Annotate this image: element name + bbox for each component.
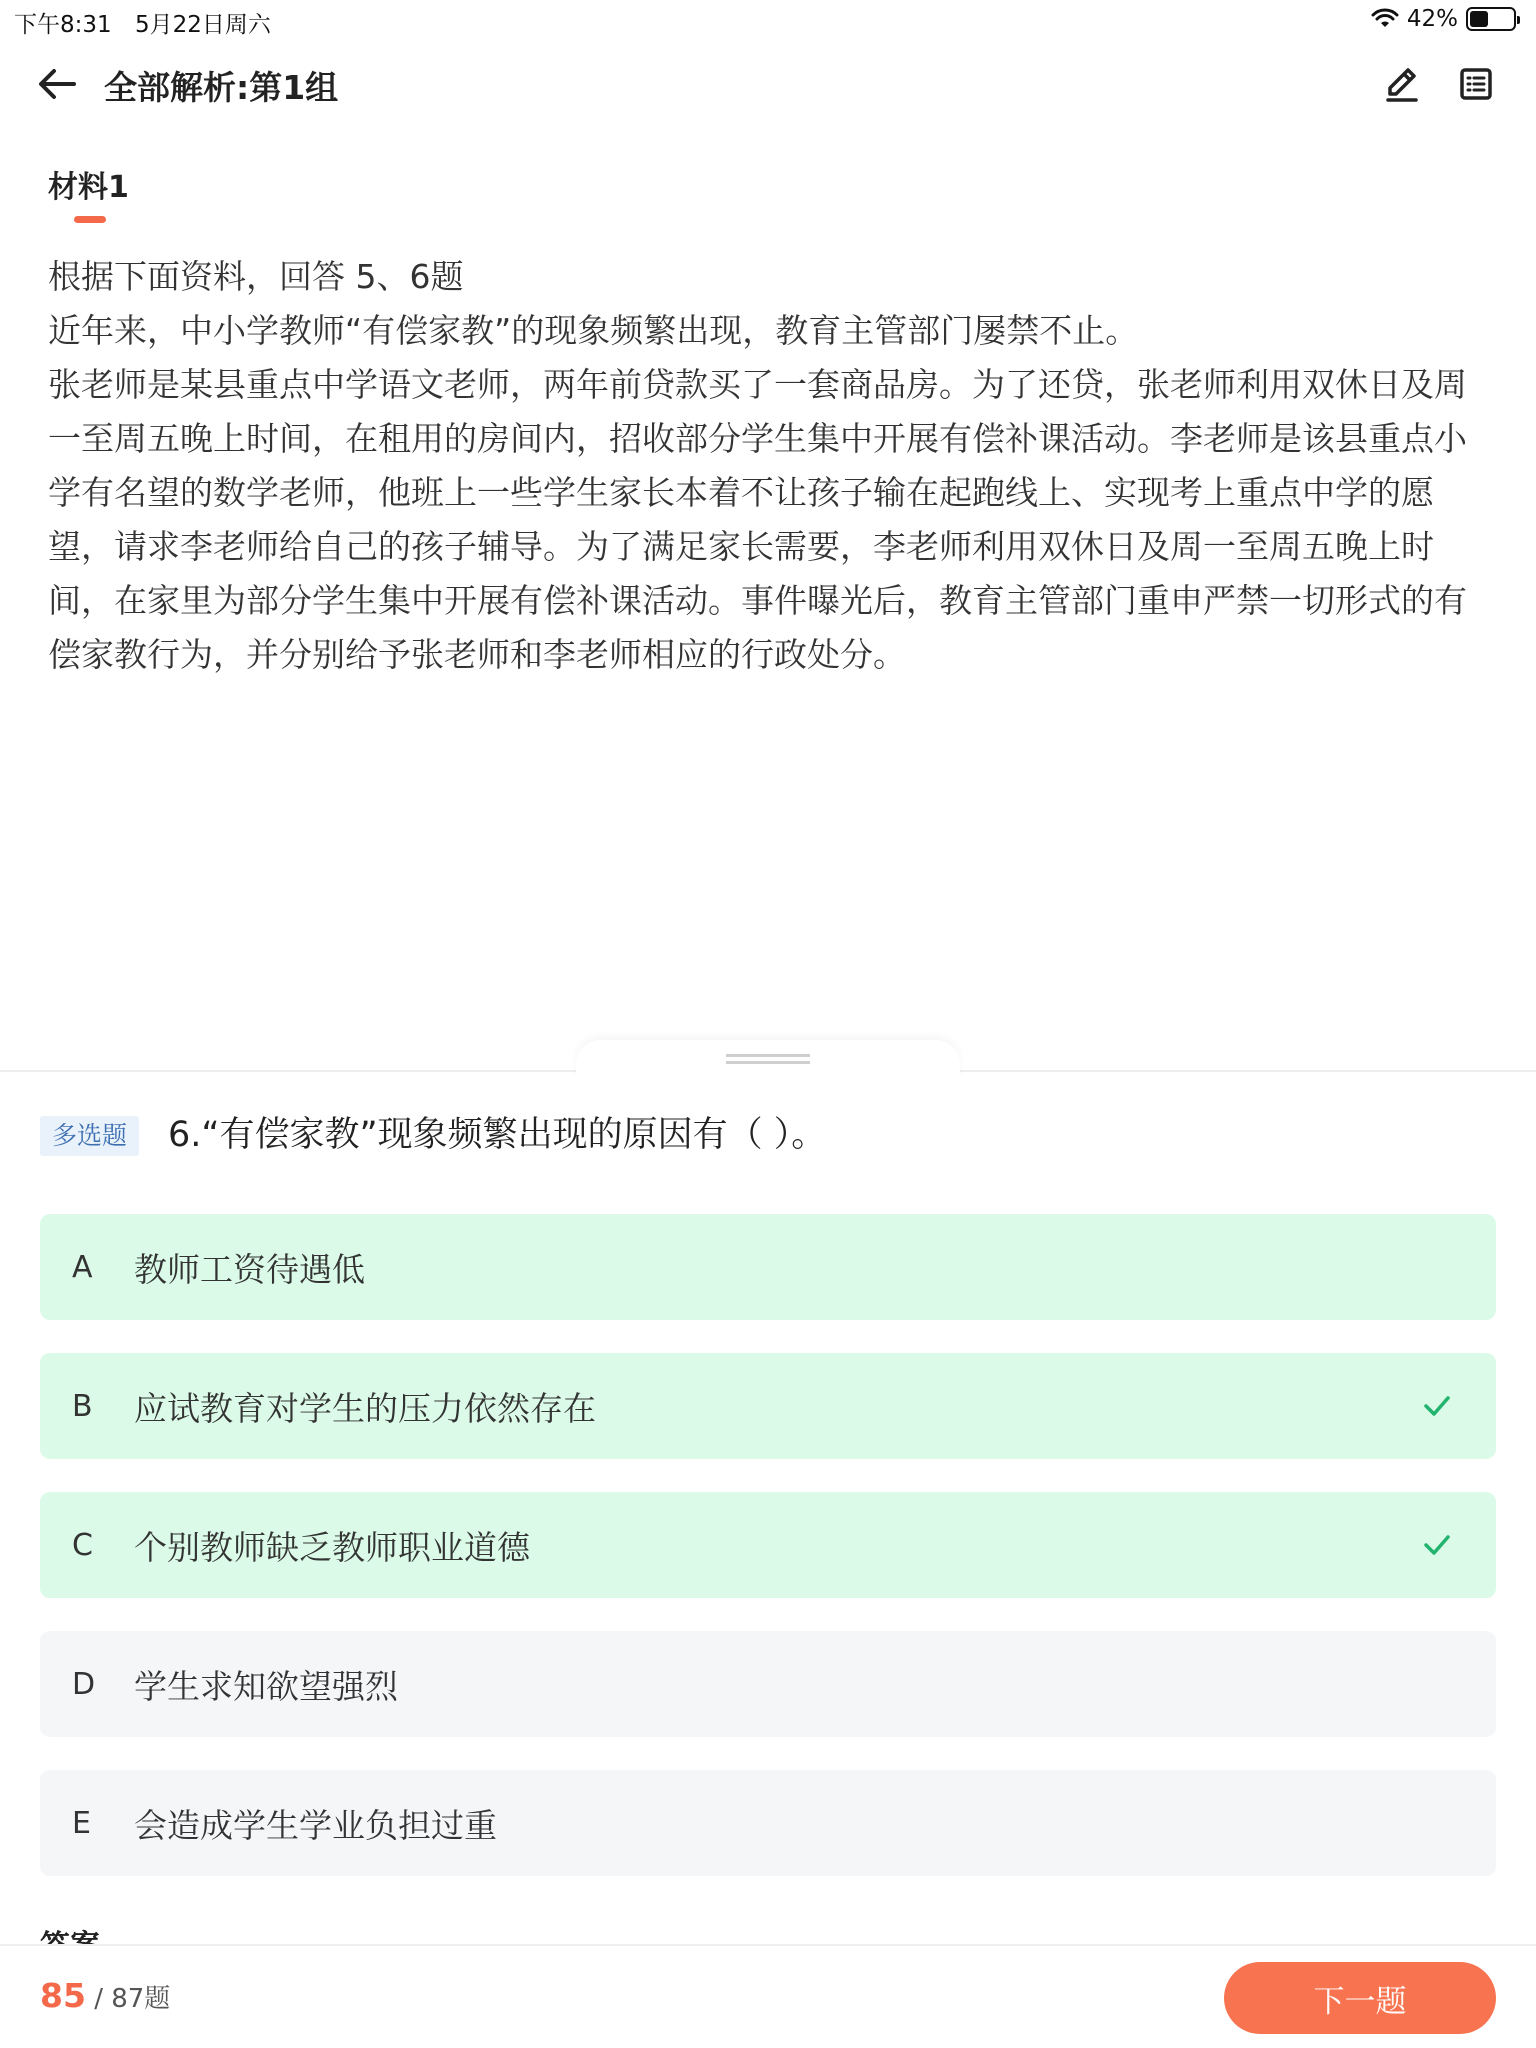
option-text: 会造成学生学业负担过重 — [134, 1805, 497, 1845]
question-type-badge: 多选题 — [40, 1116, 139, 1156]
bottom-bar — [0, 1944, 1536, 2048]
tab-active-indicator — [74, 216, 106, 223]
page-title: 全部解析:第1组 — [104, 68, 339, 107]
checkmark-icon — [1420, 1528, 1454, 1562]
option-letter: E — [72, 1805, 91, 1841]
status-time: 下午8:31 — [14, 12, 112, 38]
battery-icon — [1466, 7, 1516, 31]
material-content — [48, 250, 1488, 682]
drag-handle-icon[interactable] — [726, 1054, 810, 1064]
progress-total: / 87题 — [94, 1984, 171, 2014]
status-bar — [0, 0, 1536, 40]
option-text: 学生求知欲望强烈 — [134, 1666, 398, 1706]
question-stem: 6.“有偿家教”现象频繁出现的原因有（ ）。 — [168, 1115, 827, 1155]
back-arrow-icon[interactable] — [36, 64, 78, 104]
status-indicators — [1371, 6, 1516, 32]
option-a[interactable] — [40, 1214, 1496, 1320]
tab-material-1[interactable]: 材料1 — [48, 170, 129, 205]
nav-bar — [0, 48, 1536, 120]
option-e[interactable] — [40, 1770, 1496, 1876]
material-paragraph: 近年来，中小学教师“有偿家教”的现象频繁出现，教育主管部门屡禁不止。 — [48, 311, 1139, 350]
next-question-button[interactable]: 下一题 — [1224, 1962, 1496, 2034]
material-paragraph: 张老师是某县重点中学语文老师，两年前贷款买了一套商品房。为了还贷，张老师利用双休日及周一至周五晚上时间，在租用的房间内，招收部分学生集中开展有偿补课活动。李老师是该县重点小学有名望的数学老师，他班上一些学生家长本着不让孩子输在起跑线上、实现考上重点中学的愿望，请求李老师给自己的孩子辅导。为了满足家长需要，李老师利用双休日及周一至周五晚上时间，在家里为部分学生集中开展有偿补课活动。事件曝光后，教育主管部门重申严禁一切形式的有偿家教行为，并分别给予张老师和李老师相应的行政处分。 — [48, 365, 1467, 674]
battery-percent: 42% — [1406, 6, 1458, 32]
option-text: 教师工资待遇低 — [134, 1249, 365, 1289]
option-c[interactable] — [40, 1492, 1496, 1598]
status-date: 5月22日周六 — [134, 12, 271, 38]
wifi-icon — [1371, 8, 1399, 30]
checkmark-icon — [1420, 1389, 1454, 1423]
option-letter: B — [72, 1388, 93, 1424]
option-d[interactable] — [40, 1631, 1496, 1737]
battery-fill — [1470, 11, 1488, 27]
progress-current: 85 — [40, 1976, 86, 2015]
status-time-date — [14, 6, 287, 39]
option-text: 个别教师缺乏教师职业道德 — [134, 1527, 530, 1567]
pencil-icon[interactable] — [1382, 64, 1422, 104]
answer-sheet-icon[interactable] — [1456, 64, 1496, 104]
option-letter: C — [72, 1527, 93, 1563]
option-text: 应试教育对学生的压力依然存在 — [134, 1388, 596, 1428]
material-paragraph: 根据下面资料，回答 5、6题 — [48, 257, 464, 296]
option-letter: A — [72, 1249, 93, 1285]
question-progress — [40, 1976, 170, 2015]
option-b[interactable] — [40, 1353, 1496, 1459]
option-letter: D — [72, 1666, 96, 1702]
